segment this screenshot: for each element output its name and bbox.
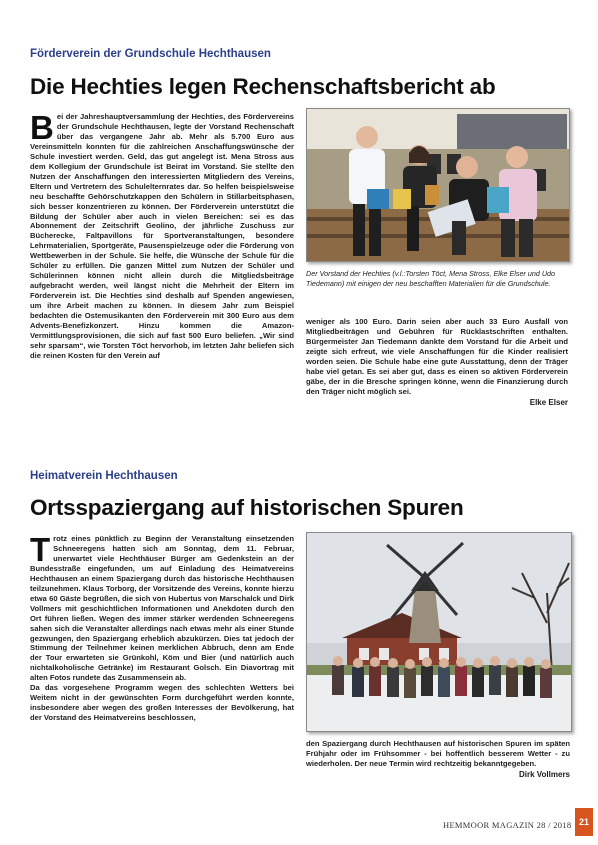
article2-col2-text: den Spaziergang durch Hechthausen auf historischen Spuren im späten Frühjahr oder im Frühsommer - bei hoffentlich besserem Wetter - zu wiederholen. Der neue Termin wird rechtzeitig bekanntgegeben. [306, 739, 570, 768]
article1-headline: Die Hechties legen Rechenschaftsbericht ab [30, 74, 496, 99]
article1-col1-text: ei der Jahreshauptversammlung der Hechties, des Fördervereins der Grundschule Hechthausen, legte der Vorstand Rechenschaft über das vergangene Jahr ab. Mehr als 5.700 Euro aus Vereinsmitteln konnten für die zahlreichen Anschaffungswünsche der Schule investiert werden. Geld, das gut angelegt ist. Mena Stross aus dem Kollegium der Grundschule ist Beirat im Vorstand. Sie stellte den Nutzen der Anschaffungen den interessierten Mitgliedern des Vereins, Eltern und Vertretern des Schulelternrates dar. So helfen beispielsweise neu beschaffte Gehörschutzkappen den Schülern in Stillarbeitsphasen, sich besser konzentrieren zu können. Der Förderverein unterstützt die Bildung der Schüler aber auch in vielen Bereichen: sei es das Abonnement der Zeitschrift Geolino, der jährliche Zuschuss zur Bücherecke, Faltpavillons für Sportveranstaltungen, besondere Lehrmaterialien, Sportgeräte, Pausenspielzeuge oder die Förderung von Wettbewerben in der Schule. Sie helfe, die Wünsche der Schule für die Schüler zu erfüllen. Die ganzen Mittel zum Nutzen der Schüler und Schülerinnen können nicht allein durch die Mitgliedsbeiträge aufgebracht werden, weil längst nicht die Mehrheit der Eltern im Förderverein ist. Die Hechties sind deshalb auf Spenden angewiesen, um ihre Arbeit machen zu können. In diesem Jahr zum Beispiel bedachten die Ostemusikanten den Förderverein mit 300 Euro aus dem Advents-Benefizkonzert. Hinzu kommen die Amazon-Vermittlungsprovisionen, die sich auf fast 500 Euro beliefen. „Wir sind sehr sparsam“, wie Torsten Töct hervorhob, im letzten Jahr beliefen sich die reinen Kosten für den Verein auf [30, 112, 294, 360]
article1-dropcap: B [30, 109, 54, 146]
article2-column-2 [306, 739, 570, 769]
article1-column-1 [30, 109, 294, 412]
article2-dropcap: T [30, 531, 51, 568]
group-photo-image [307, 109, 569, 261]
article1-column-2 [306, 317, 568, 397]
article2-author: Dirk Vollmers [519, 770, 570, 779]
article1-col2-text: weniger als 100 Euro. Darin seien aber auch 33 Euro Ausfall von Mitgliedbeiträgen und Gebühren für Rücklastschriften enthalten. Bürgermeister Jan Tiedemann dankte dem Vorstand für die Arbeit und zeigte sich erfreut, wie viele Anschaffungen für die Kinder realisiert worden seien. Die Schule habe eine gute Ausstattung, denn der Träger habe viel getan. Es sei aber gut, dass es einen so aktiven Förderverein gäbe, der in die Bresche springen könne, wenn die Finanzierung durch den Träger nicht möglich sei. [306, 317, 568, 396]
article1-kicker: Förderverein der Grundschule Hechthausen [30, 48, 271, 60]
page-number: 21 [575, 808, 593, 836]
article2-column-1 [30, 531, 294, 796]
article2-kicker: Heimatverein Hechthausen [30, 470, 178, 482]
windmill-photo-image [307, 533, 571, 731]
magazine-footer: HEMMOOR MAGAZIN 28 / 2018 [443, 820, 572, 830]
article2-headline: Ortsspaziergang auf historischen Spuren [30, 495, 464, 520]
article1-photo [306, 108, 570, 262]
article2-col1-text: rotz eines pünktlich zu Beginn der Veranstaltung einsetzenden Schneeregens hatten sich am Sonntag, dem 11. Februar, unerwartet viele Hechthäuser Bürger am Gedenkstein an der Bundesstraße eingefunden, um auf Einladung des Heimatvereins Hechthausen an einem Spaziergang durch das historische Hechthausen teilzunehmen. Klaus Torborg, der Vorsitzende des Vereins, konnte hierzu etwa 60 Gäste begrüßen, die sich von Hubertus von Marschalck und Dirk Vollmers mit geschichtlichen Informationen und Anekdoten durch den Ort führen ließen. Wegen des immer stärker werdenden Schneeregens sahen sich die Veranstalter allerdings nach etwas mehr als einer Stunde gezwungen, den Spaziergang erheblich abzukürzen. Dies tat jedoch der Stimmung der Teilnehmer keinen merklichen Abbruch, denn am Ende der Tour erwarteten sie Grünkohl, Köm und Bier (und natürlich auch nichtalkoholische Getränke) im Restaurant Golsch. Ein Diavortrag mit alten Fotos rundete das Zusammensein ab. [30, 534, 294, 683]
article2-photo [306, 532, 572, 732]
article1-author: Elke Elser [529, 398, 568, 407]
article1-caption: Der Vorstand der Hechties (v.l.:Torsten Töct, Mena Stross, Elke Elser und Udo Tiedemann) mit einigen der neu beschafften Materialien für die Grundschule. [306, 269, 556, 288]
article2-col1-text-b: Da das vorgesehene Programm wegen des schlechten Wetters bei Weitem nicht in der gewünschten Form durchgeführt werden konnte, insbesondere aber wegen des großen Interesses der Bevölkerung, hat der Vorstand des Heimatvereins beschlossen, [30, 683, 294, 723]
